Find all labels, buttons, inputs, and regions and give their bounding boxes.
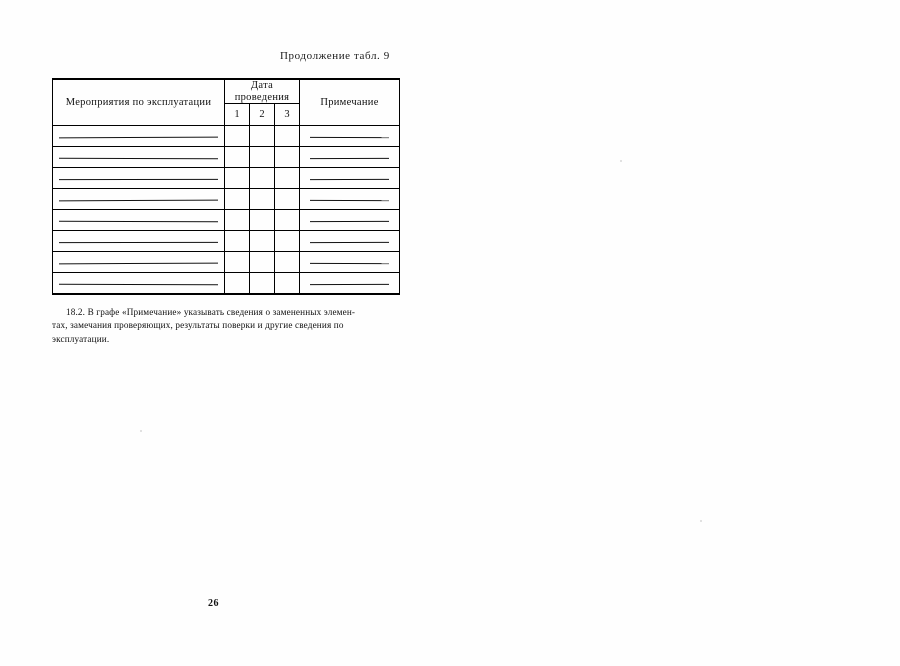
cell-event[interactable]	[53, 168, 225, 189]
cell-date-3[interactable]	[275, 126, 300, 147]
cell-date-1[interactable]	[225, 189, 250, 210]
cell-date-1[interactable]	[225, 210, 250, 231]
scan-speck	[140, 430, 142, 432]
table-head	[53, 79, 400, 126]
cell-note[interactable]	[300, 189, 400, 210]
page-number: 26	[208, 598, 219, 609]
scan-speck	[620, 160, 622, 162]
cell-event[interactable]	[53, 273, 225, 295]
handwriting-line	[59, 178, 218, 179]
note-line-1: 18.2. В графе «Примечание» указывать сведения о замененных элемен-	[66, 307, 356, 317]
cell-date-1[interactable]	[225, 168, 250, 189]
table-row	[53, 126, 400, 147]
cell-date-2[interactable]	[250, 189, 275, 210]
table-row	[53, 273, 400, 295]
handwriting-line	[59, 136, 218, 138]
table-row	[53, 168, 400, 189]
handwriting-line	[310, 199, 389, 200]
cell-event[interactable]	[53, 126, 225, 147]
continuation-caption: Продолжение табл. 9	[280, 50, 390, 62]
cell-note[interactable]	[300, 273, 400, 295]
cell-date-2[interactable]	[250, 168, 275, 189]
table-row	[53, 189, 400, 210]
note-line-3: эксплуатации.	[52, 333, 110, 344]
header-date-group: Дата проведения	[225, 79, 300, 104]
table-row	[53, 231, 400, 252]
table-header-row-1	[53, 79, 400, 104]
handwriting-line	[310, 157, 389, 158]
cell-date-3[interactable]	[275, 147, 300, 168]
handwriting-line	[310, 179, 389, 180]
handwriting-line	[310, 220, 389, 221]
maintenance-table	[52, 78, 400, 295]
scan-speck	[700, 520, 702, 522]
table-row	[53, 252, 400, 273]
cell-note[interactable]	[300, 231, 400, 252]
cell-date-1[interactable]	[225, 126, 250, 147]
cell-event[interactable]	[53, 189, 225, 210]
handwriting-line	[310, 136, 389, 137]
handwriting-line	[59, 241, 218, 242]
handwriting-line	[59, 199, 218, 201]
handwriting-line	[310, 283, 389, 284]
cell-date-3[interactable]	[275, 189, 300, 210]
header-note-column: Примечание	[300, 79, 400, 126]
table-row	[53, 147, 400, 168]
cell-date-1[interactable]	[225, 231, 250, 252]
cell-event[interactable]	[53, 147, 225, 168]
cell-note[interactable]	[300, 147, 400, 168]
handwriting-line	[310, 262, 389, 263]
cell-note[interactable]	[300, 252, 400, 273]
cell-date-2[interactable]	[250, 231, 275, 252]
maintenance-table-wrapper	[52, 78, 400, 295]
cell-date-2[interactable]	[250, 126, 275, 147]
cell-date-3[interactable]	[275, 168, 300, 189]
cell-event[interactable]	[53, 231, 225, 252]
cell-note[interactable]	[300, 210, 400, 231]
header-date-2: 2	[250, 104, 275, 126]
cell-date-1[interactable]	[225, 273, 250, 295]
cell-note[interactable]	[300, 126, 400, 147]
cell-date-1[interactable]	[225, 147, 250, 168]
cell-date-3[interactable]	[275, 210, 300, 231]
note-paragraph	[52, 306, 400, 346]
table-row	[53, 210, 400, 231]
table-body	[53, 126, 400, 295]
handwriting-line	[59, 262, 218, 264]
header-date-1: 1	[225, 104, 250, 126]
handwriting-line	[310, 242, 389, 243]
handwriting-line	[59, 283, 218, 285]
handwriting-line	[59, 220, 218, 222]
cell-date-2[interactable]	[250, 273, 275, 295]
header-date-3: 3	[275, 104, 300, 126]
cell-date-2[interactable]	[250, 210, 275, 231]
cell-date-3[interactable]	[275, 231, 300, 252]
cell-date-3[interactable]	[275, 252, 300, 273]
cell-event[interactable]	[53, 210, 225, 231]
handwriting-line	[59, 157, 218, 159]
note-line-2: тах, замечания проверяющих, результаты поверки и другие сведения по	[52, 320, 344, 331]
cell-date-2[interactable]	[250, 147, 275, 168]
cell-event[interactable]	[53, 252, 225, 273]
cell-date-1[interactable]	[225, 252, 250, 273]
header-event-column: Мероприятия по эксплуатации	[53, 79, 225, 126]
cell-date-2[interactable]	[250, 252, 275, 273]
cell-note[interactable]	[300, 168, 400, 189]
cell-date-3[interactable]	[275, 273, 300, 295]
